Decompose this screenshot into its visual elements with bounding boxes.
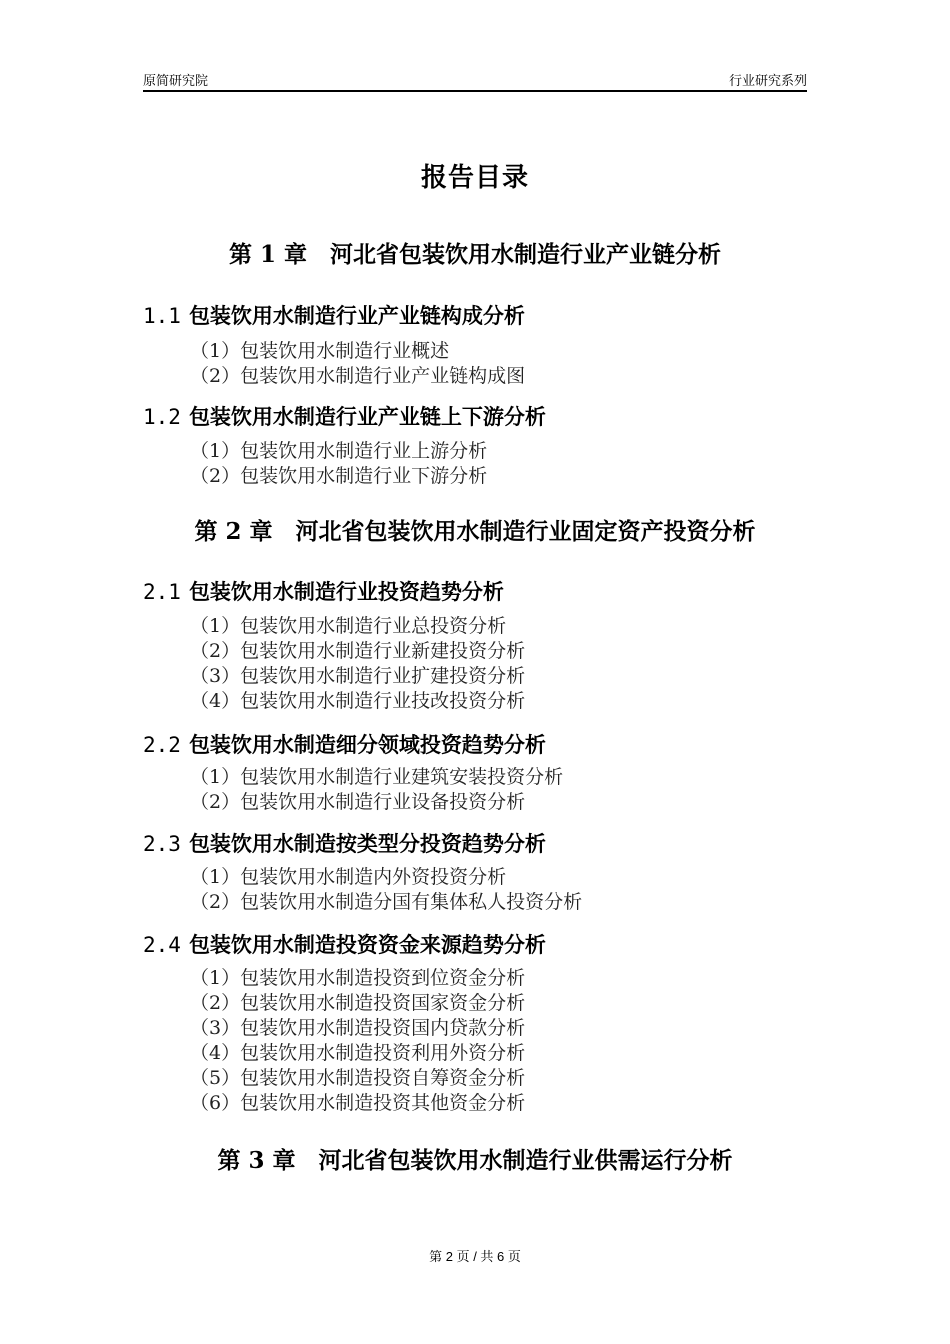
toc-item: （2）包装饮用水制造行业设备投资分析 [190,791,526,813]
toc-item: （1）包装饮用水制造行业总投资分析 [190,615,507,637]
toc-item: （5）包装饮用水制造投资自筹资金分析 [190,1067,526,1089]
section-number: 2.2 [143,733,181,757]
page-number: 第 2 页 / 共 6 页 [429,1249,521,1264]
header-series: 行业研究系列 [728,73,807,88]
toc-item: （2）包装饮用水制造分国有集体私人投资分析 [190,891,583,913]
toc-item: （6）包装饮用水制造投资其他资金分析 [190,1092,526,1114]
section-title: 包装饮用水制造行业产业链上下游分析 [188,405,546,429]
section-2-1 [143,576,504,606]
section-number: 2.4 [143,933,181,957]
toc-item: （1）包装饮用水制造行业建筑安装投资分析 [190,766,564,788]
section-title: 包装饮用水制造投资资金来源趋势分析 [188,933,546,957]
toc-item: （2）包装饮用水制造行业新建投资分析 [190,640,526,662]
toc-item: （3）包装饮用水制造行业扩建投资分析 [190,665,526,687]
section-2-2 [143,729,546,759]
toc-item: （1）包装饮用水制造行业概述 [190,340,450,362]
section-2-4 [143,929,546,959]
header-publisher: 原简研究院 [143,73,209,88]
toc-item: （3）包装饮用水制造投资国内贷款分析 [190,1017,526,1039]
toc-item: （4）包装饮用水制造投资利用外资分析 [190,1042,526,1064]
section-number: 2.1 [143,580,181,604]
toc-item: （2）包装饮用水制造行业下游分析 [190,465,488,487]
section-1-1 [143,300,525,330]
section-number: 2.3 [143,832,181,856]
toc-item: （1）包装饮用水制造内外资投资分析 [190,866,507,888]
page-header [143,68,807,92]
toc-item: （4）包装饮用水制造行业技改投资分析 [190,690,526,712]
chapter-2-heading: 第 2 章 河北省包装饮用水制造行业固定资产投资分析 [194,518,756,545]
section-title: 包装饮用水制造行业投资趋势分析 [188,580,504,604]
section-title: 包装饮用水制造行业产业链构成分析 [188,304,525,328]
chapter-1-heading: 第 1 章 河北省包装饮用水制造行业产业链分析 [228,241,722,268]
section-title: 包装饮用水制造按类型分投资趋势分析 [188,832,546,856]
toc-title: 报告目录 [420,163,529,193]
section-number: 1.2 [143,405,181,429]
section-1-2 [143,401,546,431]
toc-item: （2）包装饮用水制造行业产业链构成图 [190,365,526,387]
section-2-3 [143,828,546,858]
section-title: 包装饮用水制造细分领域投资趋势分析 [188,733,546,757]
chapter-3-heading: 第 3 章 河北省包装饮用水制造行业供需运行分析 [217,1147,733,1174]
toc-item: （2）包装饮用水制造投资国家资金分析 [190,992,526,1014]
toc-item: （1）包装饮用水制造行业上游分析 [190,440,488,462]
section-number: 1.1 [143,304,181,328]
toc-item: （1）包装饮用水制造投资到位资金分析 [190,967,526,989]
